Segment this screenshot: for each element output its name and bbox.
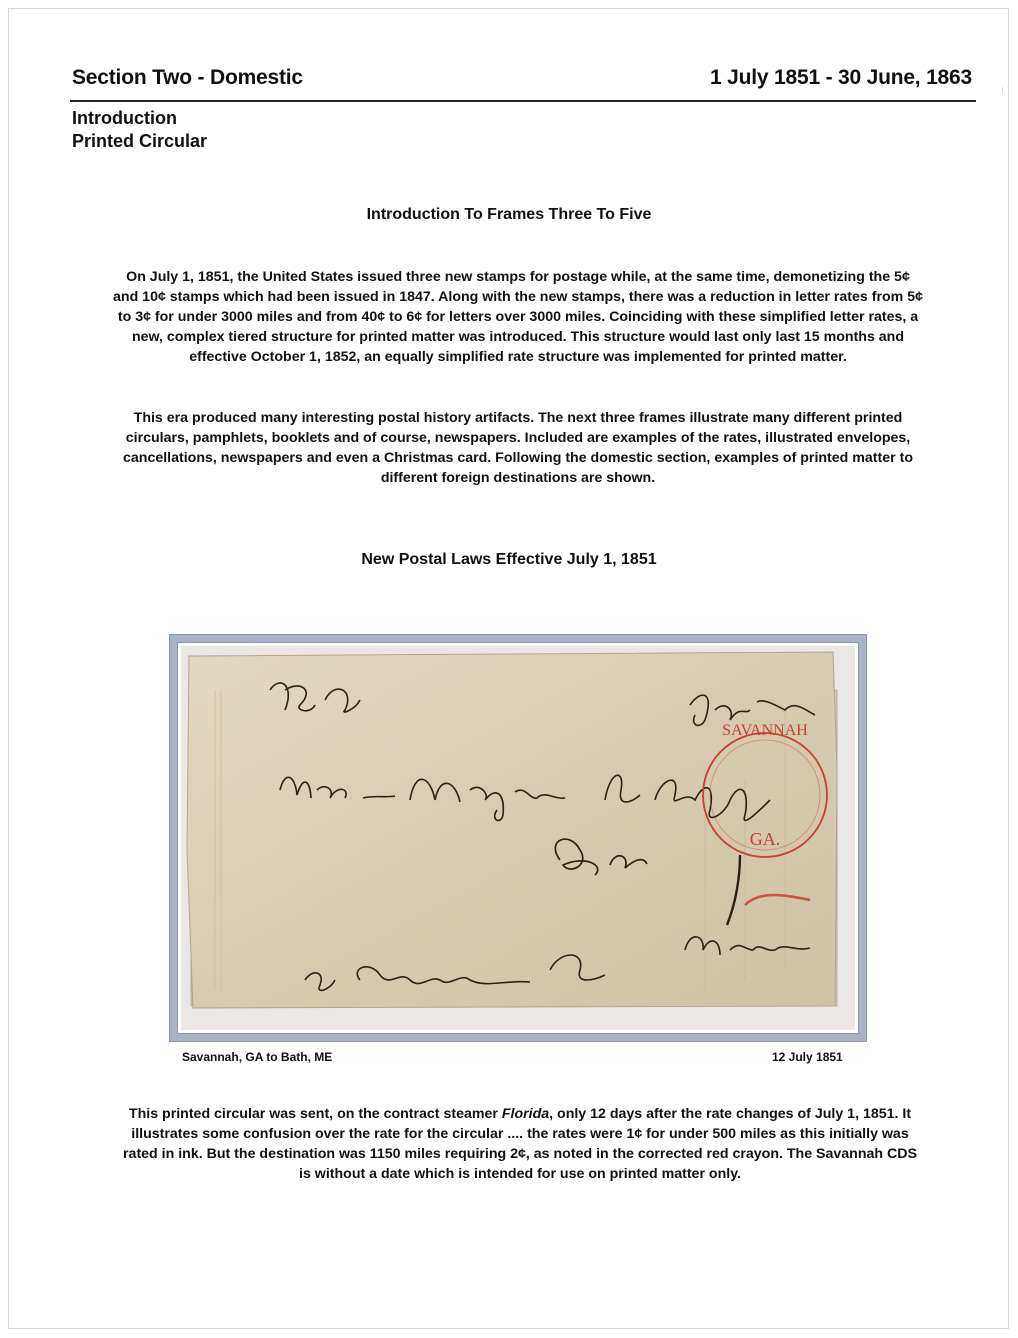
period-heading: 1 July 1851 - 30 June, 1863 [710,66,972,89]
section-heading: Section Two - Domestic [72,66,303,89]
intro-title: Introduction To Frames Three To Five [366,206,652,223]
description-part-2: , only 12 days after the rate changes of July 1, 1851. It illustrates some confusion over the rate for the circular .... the rates were 1¢ for under 500 miles as this initially was rated in ink. But the destination was 1150 miles requiring 2¢, as noted in the corrected red crayon. The Savannah CDS is without a date which is intended for use on printed matter only. [123,1106,917,1182]
description-ship: Florida [501,1106,550,1122]
margin-mark: ⁝ [1000,86,1004,97]
postmark-town: SAVANNAH [722,722,808,739]
subtitle-printed-circular: Printed Circular [72,131,208,151]
cover-mat [169,634,867,1042]
header-rule [70,100,976,102]
intro-paragraph-2: This era produced many interesting postal history artifacts. The next three frames illustrate many different printed circulars, pamphlets, booklets and of course, newspapers. Included are examples of the rates, illustrated envelopes, cancellations, newspapers and even a Christmas card. Following the domestic section, examples of printed matter to different foreign destinations are shown. [123,410,913,486]
description-part-1: This printed circular was sent, on the contract steamer [128,1106,502,1122]
cover-description [120,1104,920,1184]
subtitle-introduction: Introduction [72,108,177,128]
cover-caption-route: Savannah, GA to Bath, ME [182,1050,333,1064]
intro-paragraph-1: On July 1, 1851, the United States issued three new stamps for postage while, at the same time, demonetizing the 5¢ and 10¢ stamps which had been issued in 1847. Along with the new stamps, there was a reduction in letter rates from 5¢ to 3¢ for under 3000 miles and from 40¢ to 6¢ for letters over 3000 miles. Coinciding with these simplified letter rates, a new, complex tiered structure for printed matter was introduced. This structure would last only last 15 months and effective October 1, 1852, an equally simplified rate structure was implemented for printed matter. [113,269,923,365]
cover-image [185,650,839,1012]
cover-caption-date: 12 July 1851 [772,1050,843,1064]
postmark-state: GA. [749,829,781,849]
laws-title: New Postal Laws Effective July 1, 1851 [361,551,657,568]
